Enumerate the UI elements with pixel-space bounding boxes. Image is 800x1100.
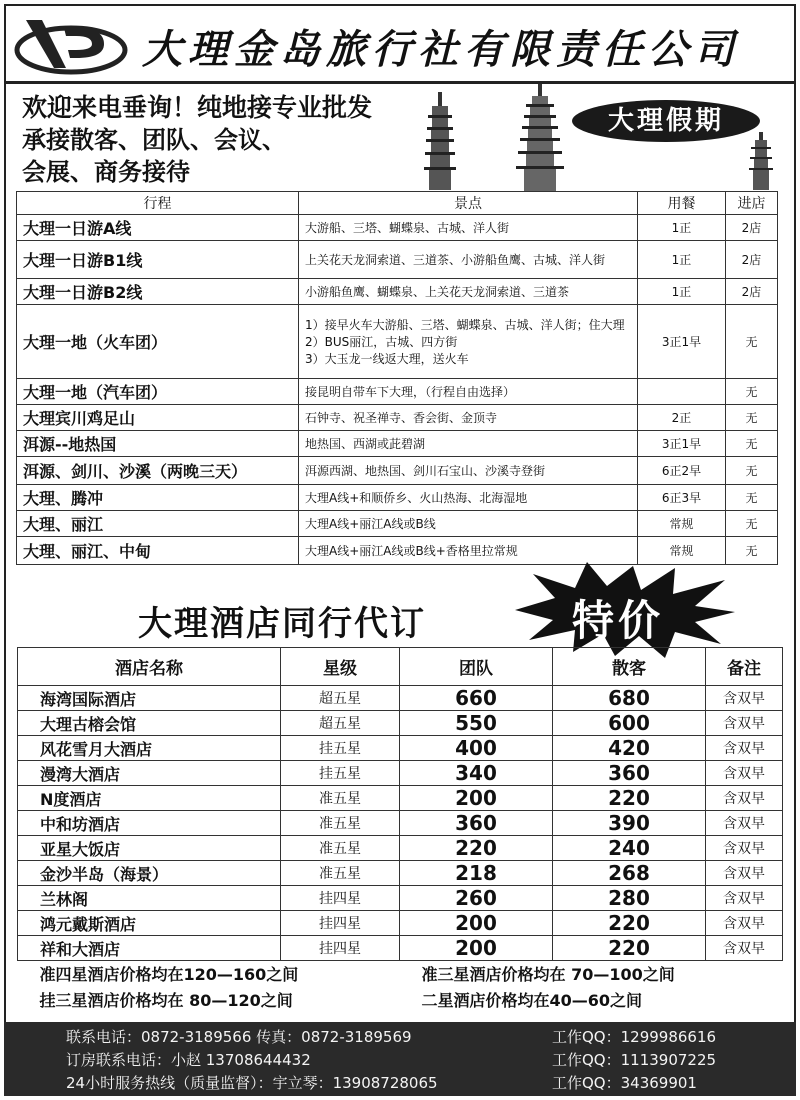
tour-route: 大理、丽江 <box>17 511 299 537</box>
tour-row <box>17 241 778 279</box>
welcome-line-2: 承接散客、团队、会议、 <box>22 126 286 154</box>
tour-meals: 1正 <box>638 241 726 279</box>
hotel-row <box>18 786 783 811</box>
tour-row <box>17 279 778 305</box>
tour-shop-stops: 无 <box>726 405 778 431</box>
individual-price: 360 <box>553 761 706 786</box>
hotel-name: 漫湾大酒店 <box>18 761 281 786</box>
individual-price: 680 <box>553 686 706 711</box>
individual-price: 240 <box>553 836 706 861</box>
hotel-name: 祥和大酒店 <box>18 936 281 961</box>
tour-spots: 大理A线+丽江A线或B线 <box>299 511 638 537</box>
tour-meals: 3正1早 <box>638 431 726 457</box>
hotel-row <box>18 686 783 711</box>
tour-shop-stops: 2店 <box>726 215 778 241</box>
individual-price: 280 <box>553 886 706 911</box>
team-price: 660 <box>400 686 553 711</box>
hotel-name: 风花雪月大酒店 <box>18 736 281 761</box>
tour-row <box>17 511 778 537</box>
team-price: 550 <box>400 711 553 736</box>
tour-row <box>17 215 778 241</box>
tour-spots: 大理A线+丽江A线或B线+香格里拉常规 <box>299 537 638 565</box>
welcome-line-1: 欢迎来电垂询！纯地接专业批发 <box>22 93 373 122</box>
hotel-star-rating: 挂四星 <box>281 936 400 961</box>
tour-meals: 3正1早 <box>638 305 726 379</box>
tour-route: 大理一日游B1线 <box>17 241 299 279</box>
tour-shop-stops: 2店 <box>726 279 778 305</box>
hotel-note: 含双早 <box>706 886 783 911</box>
tour-meals: 1正 <box>638 215 726 241</box>
qq-contact: 工作QQ：1299986616 <box>552 1028 717 1046</box>
individual-price: 220 <box>553 911 706 936</box>
qq-contact: 工作QQ：1113907225 <box>552 1051 717 1069</box>
hotel-name: N度酒店 <box>18 786 281 811</box>
individual-price: 420 <box>553 736 706 761</box>
pagoda-icon <box>746 132 776 190</box>
tour-shop-stops: 无 <box>726 511 778 537</box>
hotel-row <box>18 836 783 861</box>
column-header: 进店 <box>726 192 778 215</box>
tour-route: 大理一地（汽车团） <box>17 379 299 405</box>
tour-meals <box>638 379 726 405</box>
team-price: 200 <box>400 936 553 961</box>
tour-spots: 小游船鱼鹰、蝴蝶泉、上关花天龙洞索道、三道茶 <box>299 279 638 305</box>
team-price: 360 <box>400 811 553 836</box>
tour-row <box>17 305 778 379</box>
price-summary-row <box>18 961 783 987</box>
tour-route: 洱源、剑川、沙溪（两晚三天） <box>17 457 299 485</box>
tour-shop-stops: 无 <box>726 379 778 405</box>
hotel-note: 含双早 <box>706 711 783 736</box>
hotel-name: 大理古榕会馆 <box>18 711 281 736</box>
tour-route: 洱源--地热国 <box>17 431 299 457</box>
column-header: 酒店名称 <box>18 648 281 686</box>
tour-spots: 1）接早火车大游船、三塔、蝴蝶泉、古城、洋人街；住大理 2）BUS丽江，古城、四方街 3）大玉龙一线返大理，送火车 <box>299 305 638 379</box>
tour-shop-stops: 无 <box>726 485 778 511</box>
column-header: 备注 <box>706 648 783 686</box>
hotel-row <box>18 736 783 761</box>
contact-phone-fax: 联系电话：0872-3189566 传真：0872-3189569 <box>66 1028 412 1046</box>
tour-spots: 石钟寺、祝圣禅寺、香会街、金顶寺 <box>299 405 638 431</box>
individual-price: 600 <box>553 711 706 736</box>
contact-footer <box>4 1022 796 1096</box>
hotel-row <box>18 711 783 736</box>
hotel-star-rating: 准五星 <box>281 836 400 861</box>
tour-route: 大理宾川鸡足山 <box>17 405 299 431</box>
hotel-note: 含双早 <box>706 786 783 811</box>
holiday-badge: 大理假期 <box>572 100 760 142</box>
hotel-name: 金沙半岛（海景） <box>18 861 281 886</box>
column-header: 团队 <box>400 648 553 686</box>
company-name: 大理金岛旅行社有限责任公司 <box>142 26 740 73</box>
price-summary: 挂三星酒店价格均在 80—120之间 <box>39 991 293 1010</box>
hotel-star-rating: 挂五星 <box>281 761 400 786</box>
team-price: 340 <box>400 761 553 786</box>
column-header: 景点 <box>299 192 638 215</box>
price-summary: 准四星酒店价格均在120—160之间 <box>39 965 299 985</box>
column-header: 散客 <box>553 648 706 686</box>
tour-spots: 上关花天龙洞索道、三道茶、小游船鱼鹰、古城、洋人街 <box>299 241 638 279</box>
hotel-note: 含双早 <box>706 811 783 836</box>
team-price: 260 <box>400 886 553 911</box>
tour-meals: 常规 <box>638 537 726 565</box>
booking-phone: 订房联系电话：小赵 13708644432 <box>66 1051 311 1069</box>
hotel-note: 含双早 <box>706 736 783 761</box>
hotel-star-rating: 挂四星 <box>281 886 400 911</box>
hotel-row <box>18 886 783 911</box>
tour-row <box>17 379 778 405</box>
tour-route: 大理、丽江、中甸 <box>17 537 299 565</box>
hotel-name: 兰林阁 <box>18 886 281 911</box>
price-summary: 二星酒店价格均在40—60之间 <box>421 991 643 1010</box>
column-header: 用餐 <box>638 192 726 215</box>
pagoda-icon <box>418 92 462 190</box>
hotel-header-row <box>18 648 783 686</box>
hotel-star-rating: 准五星 <box>281 786 400 811</box>
team-price: 218 <box>400 861 553 886</box>
tour-shop-stops: 无 <box>726 305 778 379</box>
hotel-star-rating: 挂五星 <box>281 736 400 761</box>
tour-spots: 地热国、西湖或茈碧湖 <box>299 431 638 457</box>
hotel-row <box>18 761 783 786</box>
hotel-section-title: 大理酒店同行代订 <box>138 604 426 644</box>
individual-price: 220 <box>553 786 706 811</box>
tour-header-row <box>17 192 778 215</box>
qq-contact: 工作QQ：34369901 <box>552 1074 697 1092</box>
hotel-name: 中和坊酒店 <box>18 811 281 836</box>
tour-shop-stops: 2店 <box>726 241 778 279</box>
team-price: 200 <box>400 786 553 811</box>
tour-table <box>16 191 778 565</box>
hotel-row <box>18 911 783 936</box>
hotel-note: 含双早 <box>706 861 783 886</box>
individual-price: 220 <box>553 936 706 961</box>
team-price: 200 <box>400 911 553 936</box>
individual-price: 268 <box>553 861 706 886</box>
hotel-note: 含双早 <box>706 761 783 786</box>
hotel-note: 含双早 <box>706 686 783 711</box>
price-summary-row <box>18 987 783 1013</box>
hotel-star-rating: 挂四星 <box>281 911 400 936</box>
hotel-star-rating: 超五星 <box>281 686 400 711</box>
hotel-note: 含双早 <box>706 911 783 936</box>
tour-spots: 大理A线+和顺侨乡、火山热海、北海湿地 <box>299 485 638 511</box>
tour-row <box>17 431 778 457</box>
price-summary: 准三星酒店价格均在 70—100之间 <box>421 965 675 985</box>
service-hotline: 24小时服务热线（质量监督）：宇立琴：13908728065 <box>66 1074 438 1092</box>
hotel-row <box>18 811 783 836</box>
tour-spots: 大游船、三塔、蝴蝶泉、古城、洋人街 <box>299 215 638 241</box>
tour-spots: 洱源西湖、地热国、剑川石宝山、沙溪寺登街 <box>299 457 638 485</box>
tour-meals: 6正2早 <box>638 457 726 485</box>
hotel-name: 海湾国际酒店 <box>18 686 281 711</box>
company-logo-icon <box>14 14 129 76</box>
tour-shop-stops: 无 <box>726 457 778 485</box>
hotel-name: 鸿元戴斯酒店 <box>18 911 281 936</box>
column-header: 星级 <box>281 648 400 686</box>
hotel-star-rating: 准五星 <box>281 861 400 886</box>
hotel-note: 含双早 <box>706 836 783 861</box>
hotel-star-rating: 准五星 <box>281 811 400 836</box>
tour-shop-stops: 无 <box>726 431 778 457</box>
tour-meals: 2正 <box>638 405 726 431</box>
hotel-row <box>18 861 783 886</box>
special-price-label: 特价 <box>572 596 665 645</box>
tour-meals: 6正3早 <box>638 485 726 511</box>
tour-spots: 接昆明自带车下大理，（行程自由选择） <box>299 379 638 405</box>
column-header: 行程 <box>17 192 299 215</box>
team-price: 400 <box>400 736 553 761</box>
tour-meals: 常规 <box>638 511 726 537</box>
tour-meals: 1正 <box>638 279 726 305</box>
tour-row <box>17 405 778 431</box>
tour-route: 大理一日游A线 <box>17 215 299 241</box>
tour-row <box>17 457 778 485</box>
header <box>4 4 796 84</box>
tour-route: 大理一日游B2线 <box>17 279 299 305</box>
hotel-table <box>17 647 783 1013</box>
hotel-row <box>18 936 783 961</box>
tour-row <box>17 485 778 511</box>
hotel-name: 亚星大饭店 <box>18 836 281 861</box>
tour-route: 大理一地（火车团） <box>17 305 299 379</box>
welcome-line-3: 会展、商务接待 <box>22 158 190 186</box>
welcome-block <box>22 92 372 188</box>
pagoda-icon <box>510 84 570 192</box>
tour-shop-stops: 无 <box>726 537 778 565</box>
individual-price: 390 <box>553 811 706 836</box>
team-price: 220 <box>400 836 553 861</box>
tour-route: 大理、腾冲 <box>17 485 299 511</box>
hotel-star-rating: 超五星 <box>281 711 400 736</box>
hotel-note: 含双早 <box>706 936 783 961</box>
